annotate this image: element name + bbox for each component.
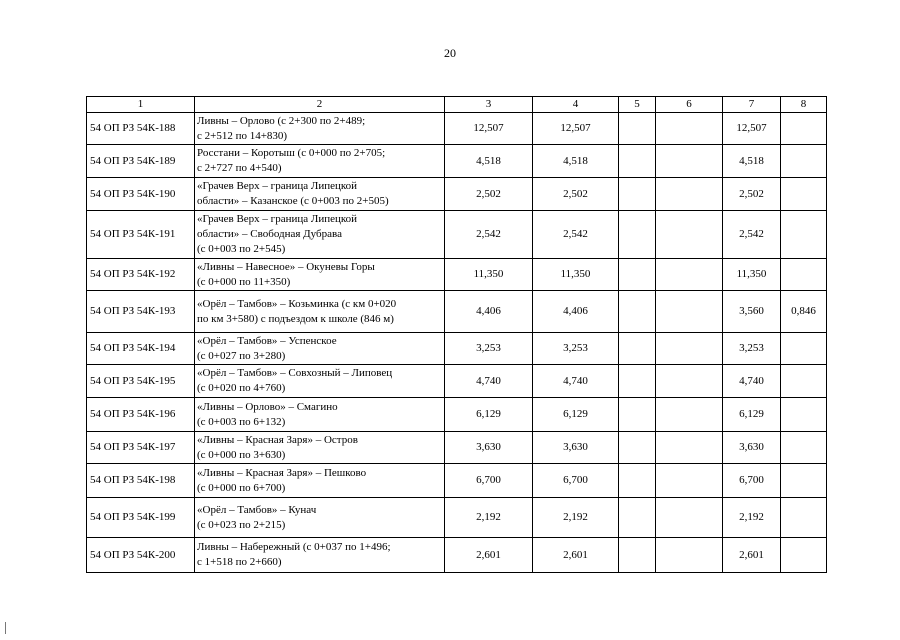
road-name-line: Ливны – Набережный (с 0+037 по 1+496; xyxy=(197,541,391,553)
road-table xyxy=(86,96,827,573)
col-5-value xyxy=(619,145,656,178)
col-6-value xyxy=(656,145,723,178)
col-7-value: 2,192 xyxy=(723,498,781,538)
road-name-line: «Орёл – Тамбов» – Успенское xyxy=(197,334,337,347)
column-header: 1 xyxy=(87,97,195,113)
col-3-value: 6,700 xyxy=(445,464,533,498)
col-8-value xyxy=(781,538,827,573)
table-row xyxy=(87,398,827,432)
col-4-value: 6,700 xyxy=(533,464,619,498)
col-5-value xyxy=(619,259,656,291)
road-name-line: (с 0+003 по 6+132) xyxy=(197,415,286,428)
road-name-line: «Ливны – Красная Заря» – Остров xyxy=(197,433,358,446)
column-header: 2 xyxy=(195,97,445,113)
col-8-value xyxy=(781,113,827,145)
col-6-value xyxy=(656,432,723,464)
road-name xyxy=(195,211,445,259)
road-name xyxy=(195,259,445,291)
col-7-value: 2,601 xyxy=(723,538,781,573)
road-name-line: «Ливны – Красная Заря» – Пешково xyxy=(197,466,367,479)
road-code: 54 ОП РЗ 54К-191 xyxy=(87,211,195,259)
road-name xyxy=(195,398,445,432)
col-4-value: 4,518 xyxy=(533,145,619,178)
col-7-value: 12,507 xyxy=(723,113,781,145)
table-row xyxy=(87,365,827,398)
col-8-value xyxy=(781,333,827,365)
road-name-line: (с 0+000 по 3+630) xyxy=(197,448,286,461)
col-4-value: 11,350 xyxy=(533,259,619,291)
col-5-value xyxy=(619,333,656,365)
col-4-value: 3,253 xyxy=(533,333,619,365)
col-4-value: 2,542 xyxy=(533,211,619,259)
col-3-value: 6,129 xyxy=(445,398,533,432)
col-7-value: 3,630 xyxy=(723,432,781,464)
col-4-value: 3,630 xyxy=(533,432,619,464)
header-row xyxy=(87,97,827,113)
table-row xyxy=(87,538,827,573)
col-4-value: 12,507 xyxy=(533,113,619,145)
col-8-value xyxy=(781,145,827,178)
table-row xyxy=(87,113,827,145)
column-header: 5 xyxy=(619,97,656,113)
column-header: 4 xyxy=(533,97,619,113)
col-3-value: 11,350 xyxy=(445,259,533,291)
road-code: 54 ОП РЗ 54К-200 xyxy=(87,538,195,573)
col-6-value xyxy=(656,291,723,333)
table-row xyxy=(87,178,827,211)
col-6-value xyxy=(656,333,723,365)
road-name xyxy=(195,498,445,538)
road-name-line: «Ливны – Орлово» – Смагино xyxy=(197,400,338,413)
col-4-value: 4,406 xyxy=(533,291,619,333)
column-header: 3 xyxy=(445,97,533,113)
col-3-value: 4,406 xyxy=(445,291,533,333)
table-row xyxy=(87,145,827,178)
col-7-value: 2,502 xyxy=(723,178,781,211)
col-7-value: 3,560 xyxy=(723,291,781,333)
col-6-value xyxy=(656,259,723,291)
table-row xyxy=(87,498,827,538)
table-row xyxy=(87,333,827,365)
table-row xyxy=(87,211,827,259)
col-5-value xyxy=(619,291,656,333)
road-name xyxy=(195,464,445,498)
road-name-line: «Ливны – Навесное» – Окуневы Горы xyxy=(197,260,375,273)
col-4-value: 2,601 xyxy=(533,538,619,573)
road-name xyxy=(195,365,445,398)
road-name-line: Ливны – Орлово (с 2+300 по 2+489; xyxy=(197,114,366,127)
col-7-value: 3,253 xyxy=(723,333,781,365)
road-code: 54 ОП РЗ 54К-197 xyxy=(87,432,195,464)
col-5-value xyxy=(619,178,656,211)
road-name-line: Росстани – Коротыш (с 0+000 по 2+705; xyxy=(197,147,386,159)
road-name-line: «Орёл – Тамбов» – Совхозный – Липовец xyxy=(197,367,393,379)
road-name-line: «Орёл – Тамбов» – Козьминка (с км 0+020 xyxy=(197,297,397,310)
col-3-value: 3,253 xyxy=(445,333,533,365)
road-name-line: с 2+727 по 4+540) xyxy=(197,162,282,174)
road-code: 54 ОП РЗ 54К-194 xyxy=(87,333,195,365)
road-code: 54 ОП РЗ 54К-190 xyxy=(87,178,195,211)
road-name-line: (с 0+023 по 2+215) xyxy=(197,518,286,531)
column-header: 8 xyxy=(781,97,827,113)
road-name-line: (с 0+000 по 11+350) xyxy=(197,275,291,288)
road-code: 54 ОП РЗ 54К-198 xyxy=(87,464,195,498)
col-3-value: 3,630 xyxy=(445,432,533,464)
col-6-value xyxy=(656,398,723,432)
col-5-value xyxy=(619,365,656,398)
road-code: 54 ОП РЗ 54К-195 xyxy=(87,365,195,398)
road-name-line: (с 0+027 по 3+280) xyxy=(197,349,286,362)
road-name-line: с 1+518 по 2+660) xyxy=(197,556,282,568)
road-code: 54 ОП РЗ 54К-196 xyxy=(87,398,195,432)
road-name xyxy=(195,432,445,464)
col-7-value: 2,542 xyxy=(723,211,781,259)
column-header: 6 xyxy=(656,97,723,113)
col-7-value: 6,129 xyxy=(723,398,781,432)
col-5-value xyxy=(619,498,656,538)
col-8-value xyxy=(781,464,827,498)
col-5-value xyxy=(619,211,656,259)
road-code: 54 ОП РЗ 54К-188 xyxy=(87,113,195,145)
road-name-line: области» – Свободная Дубрава xyxy=(197,228,342,240)
col-3-value: 12,507 xyxy=(445,113,533,145)
road-name-line: (с 0+003 по 2+545) xyxy=(197,243,286,255)
col-8-value: 0,846 xyxy=(781,291,827,333)
road-name-line: «Грачев Верх – граница Липецкой xyxy=(197,213,358,225)
col-5-value xyxy=(619,464,656,498)
table-row xyxy=(87,291,827,333)
col-5-value xyxy=(619,432,656,464)
col-4-value: 4,740 xyxy=(533,365,619,398)
page-number: 20 xyxy=(444,46,456,60)
col-8-value xyxy=(781,178,827,211)
col-4-value: 2,502 xyxy=(533,178,619,211)
col-7-value: 6,700 xyxy=(723,464,781,498)
col-3-value: 2,502 xyxy=(445,178,533,211)
col-6-value xyxy=(656,538,723,573)
col-6-value xyxy=(656,464,723,498)
road-name-line: «Грачев Верх – граница Липецкой xyxy=(197,180,358,192)
col-3-value: 4,740 xyxy=(445,365,533,398)
col-6-value xyxy=(656,365,723,398)
col-3-value: 2,542 xyxy=(445,211,533,259)
col-4-value: 6,129 xyxy=(533,398,619,432)
col-8-value xyxy=(781,211,827,259)
col-5-value xyxy=(619,113,656,145)
road-name-line: (с 0+000 по 6+700) xyxy=(197,481,286,494)
road-name-line: по км 3+580) с подъездом к школе (846 м) xyxy=(197,312,394,325)
col-8-value xyxy=(781,259,827,291)
road-name-line: «Орёл – Тамбов» – Кунач xyxy=(197,503,317,516)
col-7-value: 11,350 xyxy=(723,259,781,291)
col-3-value: 2,601 xyxy=(445,538,533,573)
col-3-value: 2,192 xyxy=(445,498,533,538)
road-name xyxy=(195,333,445,365)
margin-mark xyxy=(5,622,6,634)
col-6-value xyxy=(656,211,723,259)
col-8-value xyxy=(781,498,827,538)
col-6-value xyxy=(656,113,723,145)
col-6-value xyxy=(656,178,723,211)
road-code: 54 ОП РЗ 54К-192 xyxy=(87,259,195,291)
col-6-value xyxy=(656,498,723,538)
col-5-value xyxy=(619,398,656,432)
col-7-value: 4,740 xyxy=(723,365,781,398)
table-row xyxy=(87,432,827,464)
col-8-value xyxy=(781,432,827,464)
col-7-value: 4,518 xyxy=(723,145,781,178)
road-name xyxy=(195,145,445,178)
road-name xyxy=(195,178,445,211)
col-3-value: 4,518 xyxy=(445,145,533,178)
road-name-line: с 2+512 по 14+830) xyxy=(197,129,288,142)
road-code: 54 ОП РЗ 54К-199 xyxy=(87,498,195,538)
road-name xyxy=(195,538,445,573)
column-header: 7 xyxy=(723,97,781,113)
table-row xyxy=(87,464,827,498)
col-8-value xyxy=(781,398,827,432)
road-code: 54 ОП РЗ 54К-189 xyxy=(87,145,195,178)
road-name-line: области» – Казанское (с 0+003 по 2+505) xyxy=(197,195,389,207)
road-name xyxy=(195,291,445,333)
table-row xyxy=(87,259,827,291)
road-code: 54 ОП РЗ 54К-193 xyxy=(87,291,195,333)
road-name xyxy=(195,113,445,145)
road-name-line: (с 0+020 по 4+760) xyxy=(197,382,286,394)
col-4-value: 2,192 xyxy=(533,498,619,538)
col-8-value xyxy=(781,365,827,398)
col-5-value xyxy=(619,538,656,573)
